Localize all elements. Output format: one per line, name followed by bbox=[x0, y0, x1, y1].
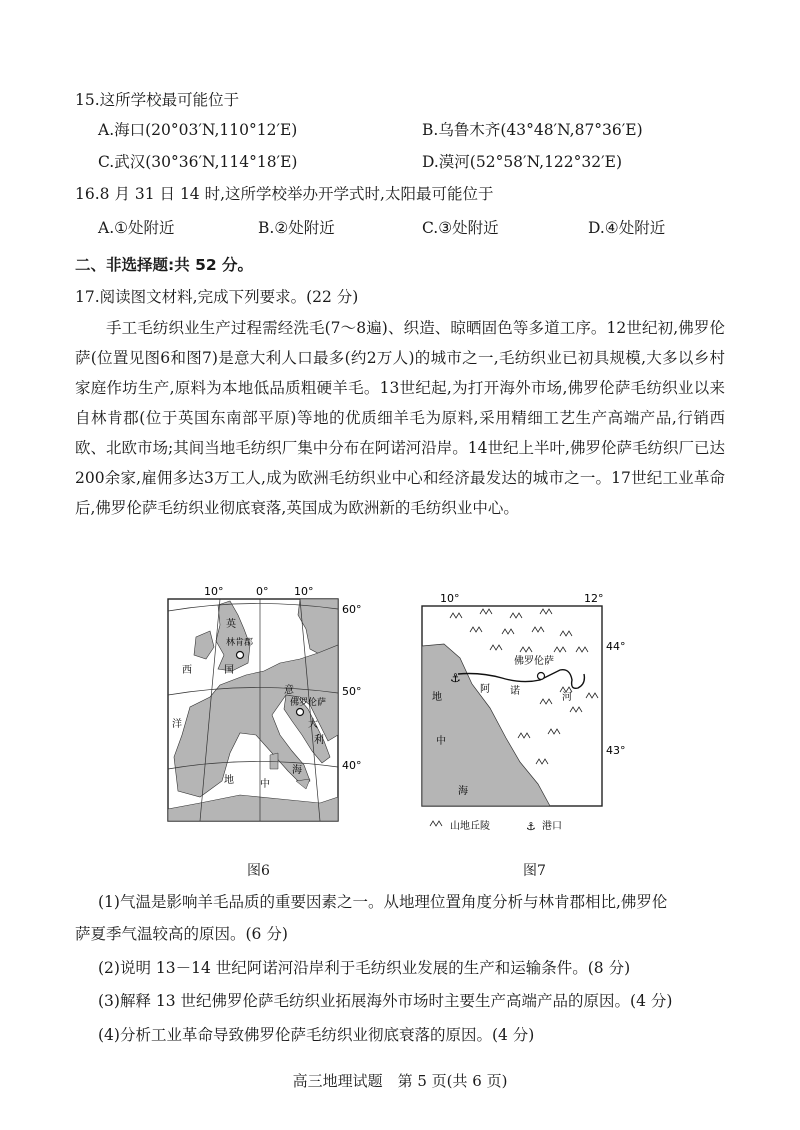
fig7-florence-label: 佛罗伦萨 bbox=[514, 656, 554, 667]
svg-text:英: 英 bbox=[226, 619, 236, 630]
q17-sub2: (2)说明 13－14 世纪阿诺河沿岸利于毛纺织业发展的生产和运输条件。(8 分) bbox=[98, 959, 631, 977]
fig6-lat-1: 60° bbox=[342, 603, 362, 616]
figure-6-map bbox=[160, 585, 375, 830]
legend-hill-icon bbox=[430, 821, 442, 826]
fig6-lon-2: 0° bbox=[256, 585, 269, 598]
svg-text:国: 国 bbox=[224, 665, 234, 676]
fig7-lon-1: 10° bbox=[440, 592, 460, 605]
florence-marker bbox=[297, 709, 304, 716]
q15-option-a: A.海口(20°03′N,110°12′E) bbox=[98, 121, 298, 139]
fig7-lon-2: 12° bbox=[584, 592, 604, 605]
q17-stem: 17.阅读图文材料,完成下列要求。(22 分) bbox=[75, 288, 359, 306]
q17-sub1-line2: 萨夏季气温较高的原因。(6 分) bbox=[75, 925, 288, 943]
svg-text:利: 利 bbox=[314, 735, 324, 746]
figure-7-caption: 图7 bbox=[523, 863, 546, 879]
legend-port-label: 港口 bbox=[542, 821, 562, 832]
q16-option-a: A.①处附近 bbox=[98, 219, 175, 237]
svg-text:阿: 阿 bbox=[480, 684, 490, 695]
lincolnshire-marker bbox=[237, 652, 244, 659]
svg-text:大: 大 bbox=[308, 719, 318, 730]
q17-sub1-line1: (1)气温是影响羊毛品质的重要因素之一。从地理位置角度分析与林肯郡相比,佛罗伦 bbox=[98, 893, 668, 911]
figure-6-caption: 图6 bbox=[247, 863, 270, 879]
fig7-lat-2: 43° bbox=[606, 744, 626, 757]
q15-stem: 15.这所学校最可能位于 bbox=[75, 91, 240, 109]
fig6-lon-1: 10° bbox=[204, 585, 224, 598]
fig6-lon-3: 10° bbox=[294, 585, 314, 598]
svg-text:西: 西 bbox=[182, 665, 192, 676]
svg-text:地: 地 bbox=[432, 692, 442, 703]
fig7-lat-1: 44° bbox=[606, 640, 626, 653]
svg-text:地: 地 bbox=[224, 775, 234, 786]
fig7-florence-marker bbox=[538, 673, 545, 680]
svg-text:意: 意 bbox=[284, 685, 294, 696]
svg-text:诺: 诺 bbox=[510, 686, 520, 697]
legend-port-icon: ⚓ bbox=[526, 820, 536, 833]
svg-text:海: 海 bbox=[292, 765, 302, 776]
q17-material: 手工毛纺织业生产过程需经洗毛(7～8遍)、织造、晾晒固色等多道工序。12世纪初,佛罗伦萨(位置见图6和图7)是意大利人口最多(约2万人)的城市之一,毛纺织业已初具规模,大多以乡村家庭作坊生产,原料为本地低品质粗硬羊毛。13世纪起,为打开海外市场,佛罗伦萨毛纺织业以来自林肯郡(位于英国东南部平原)等地的优质细羊毛为原料,采用精细工艺生产高端产品,行销西欧、北欧市场;其间当地毛纺织厂集中分布在阿诺河沿岸。14世纪上半叶,佛罗伦萨毛纺织厂已达200余家,雇佣多达3万工人,成为欧洲毛纺织业中心和经济最发达的城市之一。17世纪工业革命后,佛罗伦萨毛纺织业彻底衰落,英国成为欧洲新的毛纺织业中心。 bbox=[75, 319, 725, 517]
q17-sub3: (3)解释 13 世纪佛罗伦萨毛纺织业拓展海外市场时主要生产高端产品的原因。(4 分) bbox=[98, 992, 673, 1010]
q16-option-c: C.③处附近 bbox=[422, 219, 499, 237]
svg-text:中: 中 bbox=[436, 736, 446, 747]
figure-7-map bbox=[410, 588, 645, 838]
fig6-florence-label: 佛罗伦萨 bbox=[290, 698, 327, 708]
q15-option-c: C.武汉(30°36′N,114°18′E) bbox=[98, 153, 298, 171]
port-anchor-icon: ⚓ bbox=[450, 671, 461, 685]
svg-text:海: 海 bbox=[458, 786, 468, 797]
fig6-lincolnshire-label: 林肯郡 bbox=[226, 638, 254, 648]
section-heading: 二、非选择题:共 52 分。 bbox=[75, 256, 254, 274]
fig6-lat-3: 40° bbox=[342, 759, 362, 772]
fig6-lat-2: 50° bbox=[342, 685, 362, 698]
svg-text:中: 中 bbox=[260, 779, 270, 790]
q15-option-b: B.乌鲁木齐(43°48′N,87°36′E) bbox=[422, 121, 643, 139]
q17-sub4: (4)分析工业革命导致佛罗伦萨毛纺织业彻底衰落的原因。(4 分) bbox=[98, 1026, 535, 1044]
q16-option-d: D.④处附近 bbox=[588, 219, 666, 237]
page-footer: 高三地理试题 第 5 页(共 6 页) bbox=[292, 1072, 508, 1090]
q16-option-b: B.②处附近 bbox=[258, 219, 335, 237]
svg-text:洋: 洋 bbox=[172, 719, 182, 730]
legend-hills-label: 山地丘陵 bbox=[450, 821, 490, 832]
svg-text:河: 河 bbox=[562, 692, 572, 703]
q15-option-d: D.漠河(52°58′N,122°32′E) bbox=[422, 153, 623, 171]
q16-stem: 16.8 月 31 日 14 时,这所学校举办开学式时,太阳最可能位于 bbox=[75, 185, 494, 203]
